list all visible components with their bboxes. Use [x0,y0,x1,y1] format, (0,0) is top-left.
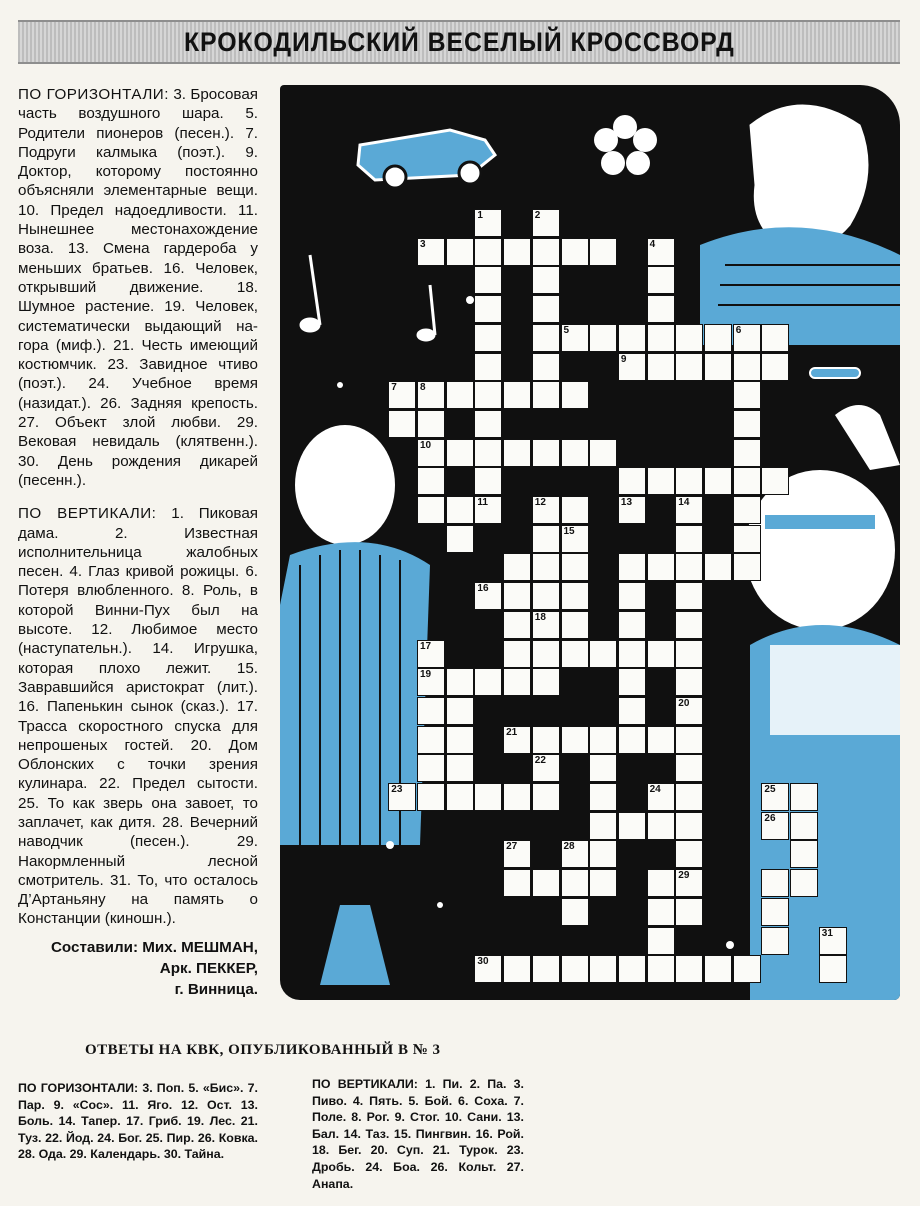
grid-number: 16 [477,583,489,595]
grid-cell[interactable] [388,410,416,438]
grid-cell[interactable] [733,955,761,983]
grid-cell[interactable] [733,525,761,553]
grid-cell[interactable] [446,697,474,725]
grid-cell[interactable] [589,869,617,897]
grid-cell[interactable] [704,353,732,381]
grid-cell[interactable] [446,238,474,266]
grid-cell[interactable] [647,238,675,266]
grid-cell[interactable] [388,381,416,409]
grid-number: 14 [678,497,690,508]
grid-cell[interactable] [561,869,589,897]
grid-cell[interactable] [503,668,531,696]
grid-cell[interactable] [647,266,675,294]
grid-cell[interactable] [675,668,703,696]
grid-number: 17 [420,640,432,652]
grid-cell[interactable] [733,353,761,381]
grid-number: 6 [735,324,742,336]
crossword-illustration [280,85,900,1000]
title-bar [18,20,900,64]
grid-cell[interactable] [675,324,703,352]
grid-cell[interactable] [618,496,646,524]
grid-cell[interactable] [532,611,560,639]
grid-cell[interactable] [474,209,502,237]
grid-cell[interactable] [503,238,531,266]
grid-number: 30 [477,956,489,968]
grid-cell[interactable] [532,668,560,696]
grid-number: 20 [678,697,690,709]
grid-cell[interactable] [647,898,675,926]
grid-cell[interactable] [417,467,445,495]
grid-cell[interactable] [589,238,617,266]
grid-cell[interactable] [589,955,617,983]
answers-down [312,1076,524,1192]
grid-cell[interactable] [532,295,560,323]
clues-column [18,85,258,1000]
grid-cell[interactable] [532,640,560,668]
grid-number: 18 [534,611,546,623]
grid-number: 24 [649,784,661,795]
grid-cell[interactable] [532,754,560,782]
grid-cell[interactable] [675,553,703,581]
grid-cell[interactable] [561,955,589,983]
grid-cell[interactable] [704,553,732,581]
grid-cell[interactable] [704,955,732,983]
grid-number: 29 [678,870,690,882]
across-clues [18,85,258,490]
grid-cell[interactable] [675,640,703,668]
grid-cell[interactable] [589,754,617,782]
grid-number: 3 [420,238,426,250]
grid-cell[interactable] [618,955,646,983]
grid-cell[interactable] [474,266,502,294]
grid-cell[interactable] [503,955,531,983]
grid-cell[interactable] [561,726,589,754]
grid-cell[interactable] [474,439,502,467]
grid-cell[interactable] [589,812,617,840]
grid-cell[interactable] [446,496,474,524]
grid-cell[interactable] [618,640,646,668]
authors [18,937,258,1000]
grid-cell[interactable] [474,410,502,438]
grid-cell[interactable] [561,324,589,352]
grid-cell[interactable] [790,812,818,840]
grid-cell[interactable] [561,525,589,553]
grid-cell[interactable] [618,553,646,581]
grid-cell[interactable] [647,869,675,897]
grid-cell[interactable] [790,840,818,868]
down-clues [18,504,258,929]
grid-cell[interactable] [618,697,646,725]
grid-cell[interactable] [561,582,589,610]
grid-cell[interactable] [618,812,646,840]
grid-number: 10 [420,439,432,451]
grid-cell[interactable] [503,726,531,754]
grid-cell[interactable] [417,640,445,668]
grid-cell[interactable] [532,525,560,553]
grid-cell[interactable] [561,496,589,524]
grid-cell[interactable] [532,238,560,266]
grid-number: 23 [391,784,403,795]
grid-cell[interactable] [503,553,531,581]
grid-cell[interactable] [675,726,703,754]
grid-cell[interactable] [618,467,646,495]
grid-cell[interactable] [446,525,474,553]
grid-number: 13 [620,497,633,508]
grid-number: 19 [420,669,432,681]
grid-cell[interactable] [761,467,789,495]
grid-cell[interactable] [561,553,589,581]
grid-cell[interactable] [618,324,646,352]
grid-cell[interactable] [647,812,675,840]
grid-cell[interactable] [761,324,789,352]
grid-cell[interactable] [647,324,675,352]
answers-down-text: ПО ВЕРТИКАЛИ: 1. Пи. 2. Па. 3. Пиво. 4. Пять. 5. Бой. 6. Соха. 7. Поле. 8. Рог. 9. Стог. 10. Сани. 13. Бал. 14. Таз. 15. Пингвин. 16. Рой. 18. Бег. 20. Суп. 21. Турок. 23. Дробь. 24. Боа. 26. Кольт. 27. Анапа. [312,1077,524,1191]
down-heading: ПО ВЕРТИКАЛИ: [18,505,157,523]
grid-number: 26 [764,812,776,824]
grid-cell[interactable] [446,754,474,782]
grid-cell[interactable] [704,324,732,352]
grid-cell[interactable] [675,955,703,983]
grid-cell[interactable] [474,582,502,610]
grid-cell[interactable] [761,869,789,897]
grid-cell[interactable] [675,697,703,725]
grid-number: 8 [420,382,426,394]
grid-cell[interactable] [503,869,531,897]
grid-cell[interactable] [675,783,703,811]
grid-cell[interactable] [446,726,474,754]
grid-number: 27 [506,841,518,853]
grid-cell[interactable] [704,467,732,495]
grid-cell[interactable] [532,209,560,237]
grid-cell[interactable] [532,553,560,581]
grid-cell[interactable] [561,840,589,868]
grid-cell[interactable] [532,955,560,983]
grid-cell[interactable] [733,381,761,409]
grid-cell[interactable] [675,467,703,495]
grid-cell[interactable] [474,668,502,696]
grid-number: 5 [563,324,570,336]
grid-cell[interactable] [733,467,761,495]
grid-cell[interactable] [733,324,761,352]
answers-across [18,1080,258,1163]
down-text: 1. Пиковая дама. 2. Известная исполнительница жалобных песен. 4. Глаз кривой рожицы. 6. Потеря влюбленного. 8. Роль, в которой Винни-Пух был на высоте. 12. Любимое место (наступательн.). 14. Игрушка, которая плохо лежит. 15. Завравшийся аристократ (лит.). 16. Папенькин сынок (сказ.). 17. Трасса скоростного спуска для непрошеных гостей. 20. Дом Облонских с точки зрения кулинара. 22. Предел сытости. 25. То как зверь она завоет, то заплачет, как дитя. 28. Вечерний наводчик (песен.). 29. Накормленный лесной смотритель. 31. То, что осталось Д’Артаньяну на память о Констанции (киношн.). [18,505,258,928]
grid-cell[interactable] [819,955,847,983]
grid-cell[interactable] [733,496,761,524]
grid-cell[interactable] [532,726,560,754]
grid-number: 25 [764,784,776,795]
grid-cell[interactable] [675,353,703,381]
grid-number: 15 [563,525,575,537]
grid-cell[interactable] [561,640,589,668]
grid-number: 2 [534,210,541,221]
grid-cell[interactable] [503,611,531,639]
grid-cell[interactable] [388,783,416,811]
grid-cell[interactable] [532,496,560,524]
grid-number: 11 [477,497,488,508]
grid-cell[interactable] [647,467,675,495]
answers-across-text: ПО ГОРИЗОНТАЛИ: 3. Поп. 5. «Бис». 7. Пар. 9. «Сос». 11. Яго. 12. Ост. 13. Боль. 14. Тапер. 17. Гриб. 19. Лес. 21. Туз. 22. Йод. 24. Бог. 25. Пир. 26. Ковка. 28. Ода. 29. Календарь. 30. Тайна. [18,1081,258,1162]
grid-cell[interactable] [618,611,646,639]
grid-cell[interactable] [675,754,703,782]
grid-number: 7 [391,382,397,394]
grid-number: 22 [534,755,546,767]
grid-cell[interactable] [474,381,502,409]
grid-cell[interactable] [761,898,789,926]
grid-cell[interactable] [417,726,445,754]
grid-cell[interactable] [417,496,445,524]
grid-cell[interactable] [503,439,531,467]
grid-cell[interactable] [417,697,445,725]
grid-cell[interactable] [761,783,789,811]
grid-cell[interactable] [503,640,531,668]
grid-cell[interactable] [733,553,761,581]
grid-cell[interactable] [561,238,589,266]
grid-cell[interactable] [532,439,560,467]
grid-number: 31 [821,927,833,939]
grid-cell[interactable] [446,381,474,409]
grid-cell[interactable] [589,439,617,467]
grid-cell[interactable] [647,955,675,983]
grid-cell[interactable] [561,439,589,467]
authors-line-2: Арк. ПЕККЕР, [159,959,258,977]
grid-cell[interactable] [417,668,445,696]
grid-cell[interactable] [417,381,445,409]
grid-cell[interactable] [474,353,502,381]
crossword-grid [280,85,900,1000]
grid-cell[interactable] [761,812,789,840]
across-heading: ПО ГОРИЗОНТАЛИ: [18,86,169,103]
grid-cell[interactable] [561,898,589,926]
authors-line-3: г. Винница. [174,980,258,998]
grid-cell[interactable] [761,927,789,955]
grid-cell[interactable] [503,783,531,811]
grid-cell[interactable] [647,640,675,668]
grid-cell[interactable] [474,496,502,524]
grid-cell[interactable] [503,381,531,409]
grid-cell[interactable] [790,869,818,897]
grid-cell[interactable] [532,353,560,381]
grid-cell[interactable] [446,783,474,811]
grid-cell[interactable] [647,726,675,754]
across-text: 3. Бросовая часть воздушного шара. 5. Родители пионеров (песен.). 7. Подруги калмыка (поэт.). 9. Доктор, которому постоянно объясняли элементарные вещи. 10. Предел надоедливости. 11. Нынешнее местонахождение воза. 13. Смена гардероба у меньших братьев. 16. Человек, открывший движение. 18. Шумное растение. 19. Человек, систематически выдающий на-гора (миф.). 21. Честь имеющий костюмчик. 23. Завидное чтиво (поэт.). 24. Учебное время (назидат.). 26. Задняя крепость. 27. Объект злой любви. 29. Вековая невидаль (клятвенн.). 30. День рождения дикарей (песенн.). [18,86,258,489]
grid-number: 28 [563,841,575,853]
grid-cell[interactable] [474,295,502,323]
grid-cell[interactable] [532,582,560,610]
grid-cell[interactable] [446,439,474,467]
grid-number: 21 [506,726,518,738]
grid-cell[interactable] [589,783,617,811]
grid-cell[interactable] [647,783,675,811]
grid-cell[interactable] [417,238,445,266]
grid-cell[interactable] [532,869,560,897]
grid-cell[interactable] [474,238,502,266]
answers-title: ОТВЕТЫ НА КВК, ОПУБЛИКОВАННЫЙ В № 3 [85,1042,441,1058]
grid-cell[interactable] [675,582,703,610]
grid-cell[interactable] [647,553,675,581]
grid-number: 1 [477,210,483,221]
grid-cell[interactable] [733,410,761,438]
grid-cell[interactable] [647,295,675,323]
grid-cell[interactable] [417,410,445,438]
grid-cell[interactable] [675,869,703,897]
grid-cell[interactable] [532,783,560,811]
grid-cell[interactable] [561,381,589,409]
grid-cell[interactable] [589,640,617,668]
grid-number: 9 [620,353,627,365]
grid-cell[interactable] [474,467,502,495]
grid-number: 4 [649,238,656,250]
grid-cell[interactable] [618,668,646,696]
grid-cell[interactable] [647,353,675,381]
grid-cell[interactable] [532,266,560,294]
grid-cell[interactable] [589,840,617,868]
grid-cell[interactable] [474,324,502,352]
grid-cell[interactable] [561,611,589,639]
grid-cell[interactable] [618,582,646,610]
grid-cell[interactable] [417,439,445,467]
grid-number: 12 [534,497,546,508]
grid-cell[interactable] [446,668,474,696]
authors-line-1: Составили: Мих. МЕШМАН, [50,938,258,956]
grid-cell[interactable] [618,726,646,754]
grid-cell[interactable] [675,525,703,553]
grid-cell[interactable] [675,611,703,639]
grid-cell[interactable] [675,812,703,840]
grid-cell[interactable] [675,496,703,524]
grid-cell[interactable] [618,353,646,381]
grid-cell[interactable] [417,754,445,782]
grid-cell[interactable] [417,783,445,811]
page-title: КРОКОДИЛЬСКИЙ ВЕСЕЛЫЙ КРОССВОРД [183,26,735,57]
grid-cell[interactable] [503,840,531,868]
grid-cell[interactable] [589,726,617,754]
grid-cell[interactable] [761,353,789,381]
grid-cell[interactable] [474,955,502,983]
grid-cell[interactable] [733,439,761,467]
grid-cell[interactable] [790,783,818,811]
grid-cell[interactable] [647,927,675,955]
grid-cell[interactable] [503,582,531,610]
grid-cell[interactable] [589,324,617,352]
grid-cell[interactable] [675,898,703,926]
grid-cell[interactable] [474,783,502,811]
grid-cell[interactable] [819,927,847,955]
grid-cell[interactable] [532,381,560,409]
grid-cell[interactable] [675,840,703,868]
grid-cell[interactable] [532,324,560,352]
